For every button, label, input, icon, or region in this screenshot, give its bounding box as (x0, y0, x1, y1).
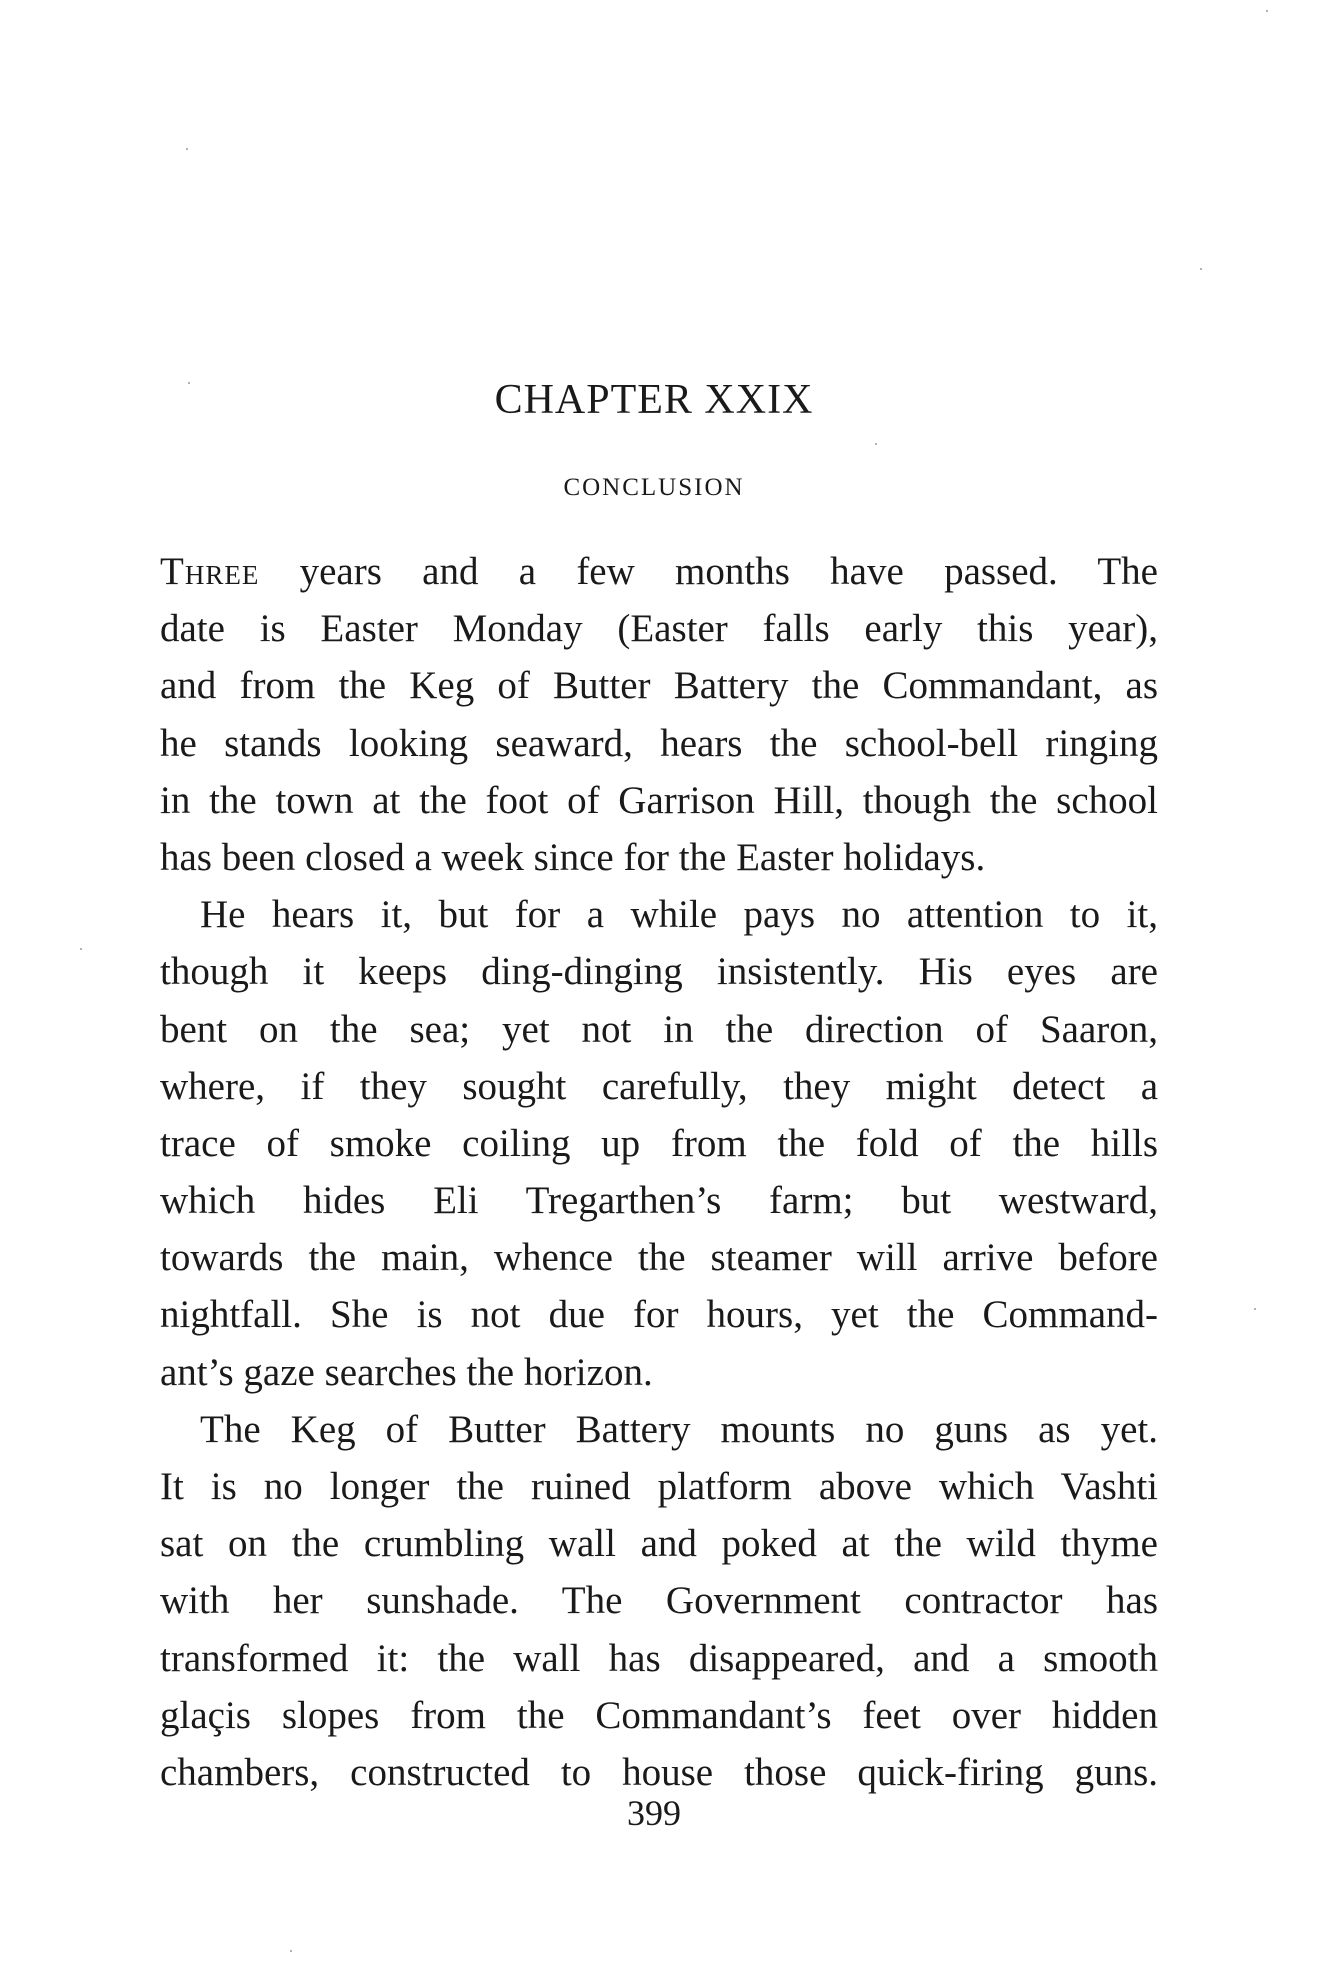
page-number: 399 (627, 1793, 681, 1833)
text-line: has been closed a week since for the Easter holidays. (160, 835, 986, 879)
scan-speck (1200, 268, 1202, 270)
text-line: towards the main, whence the steamer will arrive before (160, 1236, 1158, 1280)
scan-speck (1254, 1308, 1256, 1310)
paragraph (160, 543, 1158, 886)
scan-speck (875, 443, 877, 445)
scan-speck (1266, 10, 1268, 12)
text-line: Three years and a few months have passed. The (160, 550, 1158, 593)
text-line: He hears it, but for a while pays no attention to it, (200, 893, 1158, 937)
text-line: The Keg of Butter Battery mounts no guns as yet. (200, 1407, 1158, 1451)
scan-speck (186, 148, 188, 150)
chapter-heading: CHAPTER XXIX (494, 377, 814, 423)
text-line: trace of smoke coiling up from the fold of the hills (160, 1121, 1158, 1165)
text-line: where, if they sought carefully, they might detect a (160, 1064, 1158, 1108)
scan-speck (290, 1950, 292, 1952)
text-line: and from the Keg of Butter Battery the Commandant, as (160, 664, 1158, 708)
paragraph (160, 1401, 1158, 1801)
text-line: he stands looking seaward, hears the school-bell ringing (160, 721, 1158, 765)
text-line: bent on the sea; yet not in the direction of Saaron, (160, 1007, 1158, 1051)
paragraph (160, 886, 1158, 1401)
body-text (160, 543, 1158, 1801)
lead-word: Three (160, 550, 260, 593)
text-line: in the town at the foot of Garrison Hill, though the school (160, 778, 1158, 822)
chapter-subtitle: CONCLUSION (563, 474, 745, 501)
text-line: nightfall. She is not due for hours, yet the Command- (160, 1293, 1158, 1337)
text-line: It is no longer the ruined platform above which Vashti (160, 1465, 1158, 1508)
text-line: ant’s gaze searches the horizon. (160, 1350, 653, 1394)
scan-speck (80, 948, 82, 950)
text-line: glaçis slopes from the Commandant’s feet over hidden (160, 1693, 1158, 1737)
text-line: though it keeps ding-dinging insistently. His eyes are (160, 950, 1158, 994)
text-line: sat on the crumbling wall and poked at the wild thyme (160, 1522, 1158, 1566)
text-line: date is Easter Monday (Easter falls early this year), (160, 607, 1158, 651)
text-line: transformed it: the wall has disappeared, and a smooth (160, 1636, 1158, 1680)
text-line: chambers, constructed to house those quick-firing guns. (160, 1750, 1158, 1794)
text-line: with her sunshade. The Government contractor has (160, 1579, 1158, 1623)
text-line: which hides Eli Tregarthen’s farm; but westward, (160, 1179, 1158, 1223)
scan-speck (188, 382, 190, 384)
